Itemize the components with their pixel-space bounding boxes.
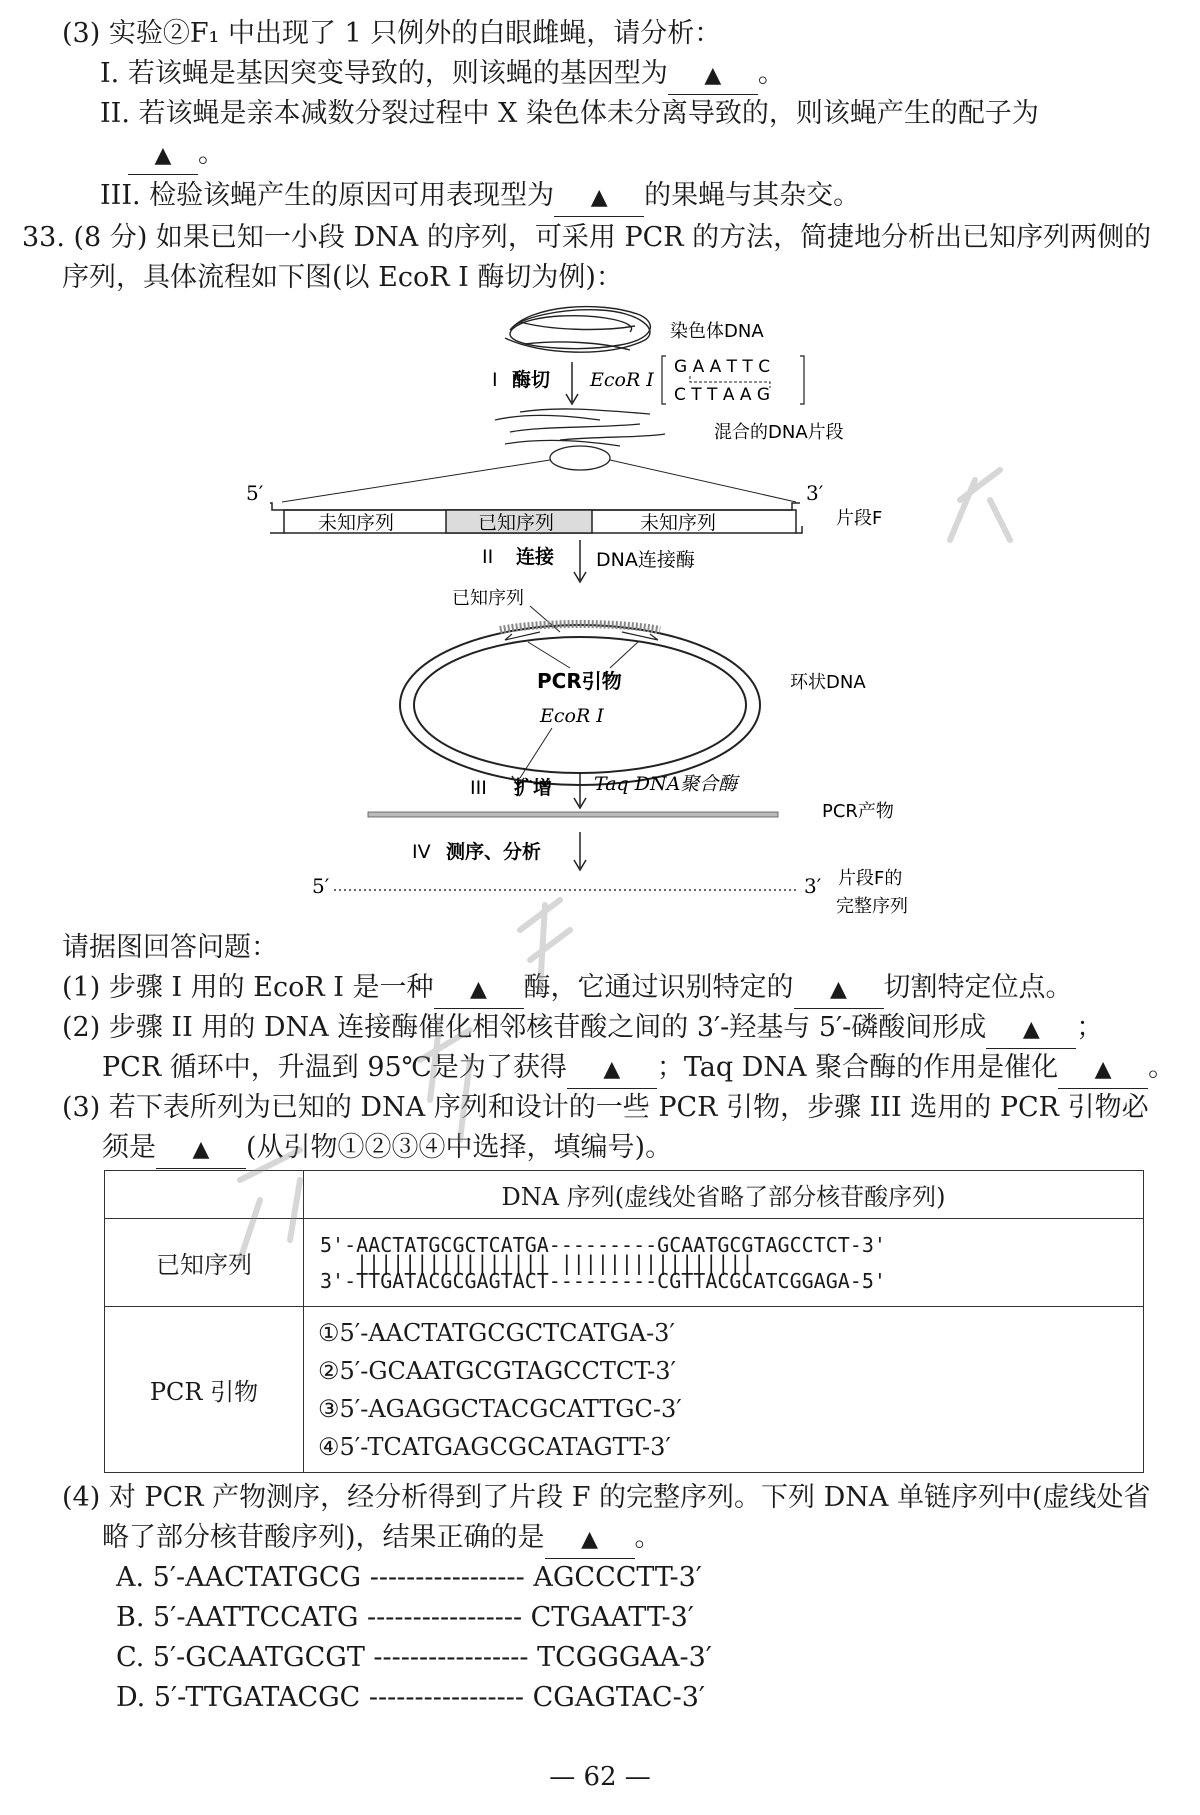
- final-5prime: 5′: [312, 874, 330, 898]
- unknown-seq-right: 未知序列: [640, 512, 717, 534]
- step4-number: IV: [412, 841, 431, 863]
- seq-bottom-strand: 3'-TTGATACGCGAGTACT---------CGTTACGCATCGGAGA-5': [320, 1268, 886, 1293]
- end-mark: 。: [757, 58, 785, 89]
- answer-blank[interactable]: ▲: [156, 1132, 246, 1169]
- q4-line1: (4) 对 PCR 产物测序，经分析得到了片段 F 的完整序列。下列 DNA 单链序列中(虚线处省: [62, 1482, 1151, 1513]
- option-d[interactable]: D. 5′-TTGATACGC ----------------- CGAGTAC-3′: [116, 1682, 706, 1713]
- step2-enzyme: DNA连接酶: [596, 549, 695, 571]
- answer-blank[interactable]: ▲: [128, 138, 198, 175]
- recognition-site-bottom: C T T A A G: [674, 385, 771, 405]
- known-sequence-pointer-label: 已知序列: [452, 588, 524, 609]
- step1-name: 酶切: [512, 369, 551, 391]
- step3-name: 扩增: [514, 777, 553, 799]
- step2-number: II: [482, 546, 494, 568]
- pcr-product-label: PCR产物: [822, 801, 894, 822]
- final-3prime: 3′: [804, 874, 822, 898]
- q32-3-iii-tail: 的果蝇与其杂交。: [644, 180, 861, 211]
- q2-end: 。: [1148, 1052, 1176, 1083]
- q4-line2-end: 。: [634, 1522, 662, 1553]
- fragment-3prime: 3′: [806, 481, 824, 505]
- recognition-site-top: G A A T T C: [674, 357, 771, 377]
- q33-intro-1: 33. (8 分) 如果已知一小段 DNA 的序列，可采用 PCR 的方法，简捷地分析出已知序列两侧的: [22, 222, 1152, 253]
- option-b[interactable]: B. 5′-AATTCCATG ----------------- CTGAATT-3′: [116, 1602, 694, 1633]
- answer-blank[interactable]: ▲: [567, 1052, 657, 1089]
- seq-bonds: |||||||||||||||| ||||||||||||||||: [356, 1250, 754, 1275]
- q4-line2-text: 略了部分核苷酸序列)，结果正确的是: [102, 1522, 545, 1553]
- questions-lead: 请据图回答问题：: [62, 932, 278, 963]
- option-a[interactable]: A. 5′-AACTATGCG ----------------- AGCCCTT-3′: [116, 1562, 702, 1593]
- end-mark: 。: [198, 138, 225, 169]
- step2-name: 连接: [516, 546, 555, 568]
- known-seq-row-label: 已知序列: [105, 1219, 304, 1307]
- known-seq-label: 已知序列: [478, 512, 555, 534]
- primer-row-label: PCR 引物: [105, 1307, 304, 1473]
- step3-enzyme: Taq DNA聚合酶: [594, 773, 738, 795]
- q2-b: PCR 循环中，升温到 95℃是为了获得: [102, 1052, 567, 1083]
- step3-number: III: [470, 777, 487, 799]
- q2-c: ；Taq DNA 聚合酶的作用是催化: [656, 1052, 1059, 1083]
- q32-3-i-text: I. 若该蝇是基因突变导致的，则该蝇的基因型为: [100, 58, 668, 89]
- answer-blank[interactable]: ▲: [434, 972, 524, 1009]
- q1-c: 切割特定位点。: [883, 972, 1073, 1003]
- primer-option: ④5′-TCATGAGCGCATAGTT-3′: [318, 1432, 671, 1461]
- fragment-5prime: 5′: [246, 481, 264, 505]
- q3-b: 须是: [102, 1132, 156, 1163]
- answer-blank[interactable]: ▲: [668, 58, 758, 95]
- primer-label: PCR引物: [537, 669, 622, 693]
- q1-a: (1) 步骤 I 用的 EcoR I 是一种: [62, 972, 434, 1003]
- enzyme1-label: EcoR I: [590, 369, 654, 391]
- q33-intro-2: 序列，具体流程如下图(以 EcoR I 酶切为例)：: [62, 262, 623, 293]
- q2-a: (2) 步骤 II 用的 DNA 连接酶催化相邻核苷酸之间的 3′-羟基与 5′-磷酸间形成: [62, 1012, 987, 1043]
- q3-c: (从引物①②③④中选择，填编号)。: [246, 1132, 673, 1163]
- step4-name: 测序、分析: [446, 841, 542, 863]
- primer-option: ③5′-AGAGGCTACGCATTGC-3′: [318, 1394, 682, 1423]
- primer-option: ②5′-GCAATGCGTAGCCTCT-3′: [318, 1356, 676, 1385]
- q32-3-iii-text: III. 检验该蝇产生的原因可用表现型为: [100, 180, 555, 211]
- step1-number: I: [492, 369, 498, 391]
- q32-3-intro: (3) 实验②F₁ 中出现了 1 只例外的白眼雌蝇，请分析：: [62, 18, 722, 49]
- answer-blank[interactable]: ▲: [545, 1522, 635, 1559]
- q32-3-ii: II. 若该蝇是亲本减数分裂过程中 X 染色体未分离导致的，则该蝇产生的配子为: [100, 98, 1039, 129]
- unknown-seq-left: 未知序列: [318, 512, 395, 534]
- mixed-fragments-label: 混合的DNA片段: [714, 422, 844, 443]
- answer-blank[interactable]: ▲: [1058, 1052, 1148, 1089]
- final-label-2: 完整序列: [836, 896, 908, 917]
- primer-option: ①5′-AACTATGCGCTCATGA-3′: [318, 1318, 675, 1347]
- page-number: — 62 —: [549, 1762, 651, 1792]
- chromosome-label: 染色体DNA: [670, 321, 764, 342]
- circular-dna-label: 环状DNA: [790, 672, 866, 693]
- answer-blank[interactable]: ▲: [554, 180, 644, 217]
- enzyme-site-label: EcoR I: [540, 705, 604, 727]
- answer-blank[interactable]: ▲: [794, 972, 884, 1009]
- answer-blank[interactable]: ▲: [986, 1012, 1076, 1049]
- option-c[interactable]: C. 5′-GCAATGCGT ----------------- TCGGGAA-3′: [116, 1642, 712, 1673]
- q2-semicolon: ；: [1076, 1012, 1104, 1043]
- final-label-1: 片段F的: [838, 868, 903, 889]
- table-header: DNA 序列(虚线处省略了部分核苷酸序列): [304, 1171, 1144, 1219]
- seq-top-strand: 5'-AACTATGCGCTCATGA---------GCAATGCGTAGCCTCT-3': [320, 1232, 886, 1257]
- q1-b: 酶，它通过识别特定的: [523, 972, 794, 1003]
- q3-line1: (3) 若下表所列为已知的 DNA 序列和设计的一些 PCR 引物，步骤 III 选用的 PCR 引物必: [62, 1092, 1149, 1123]
- fragment-f-label: 片段F: [836, 508, 883, 529]
